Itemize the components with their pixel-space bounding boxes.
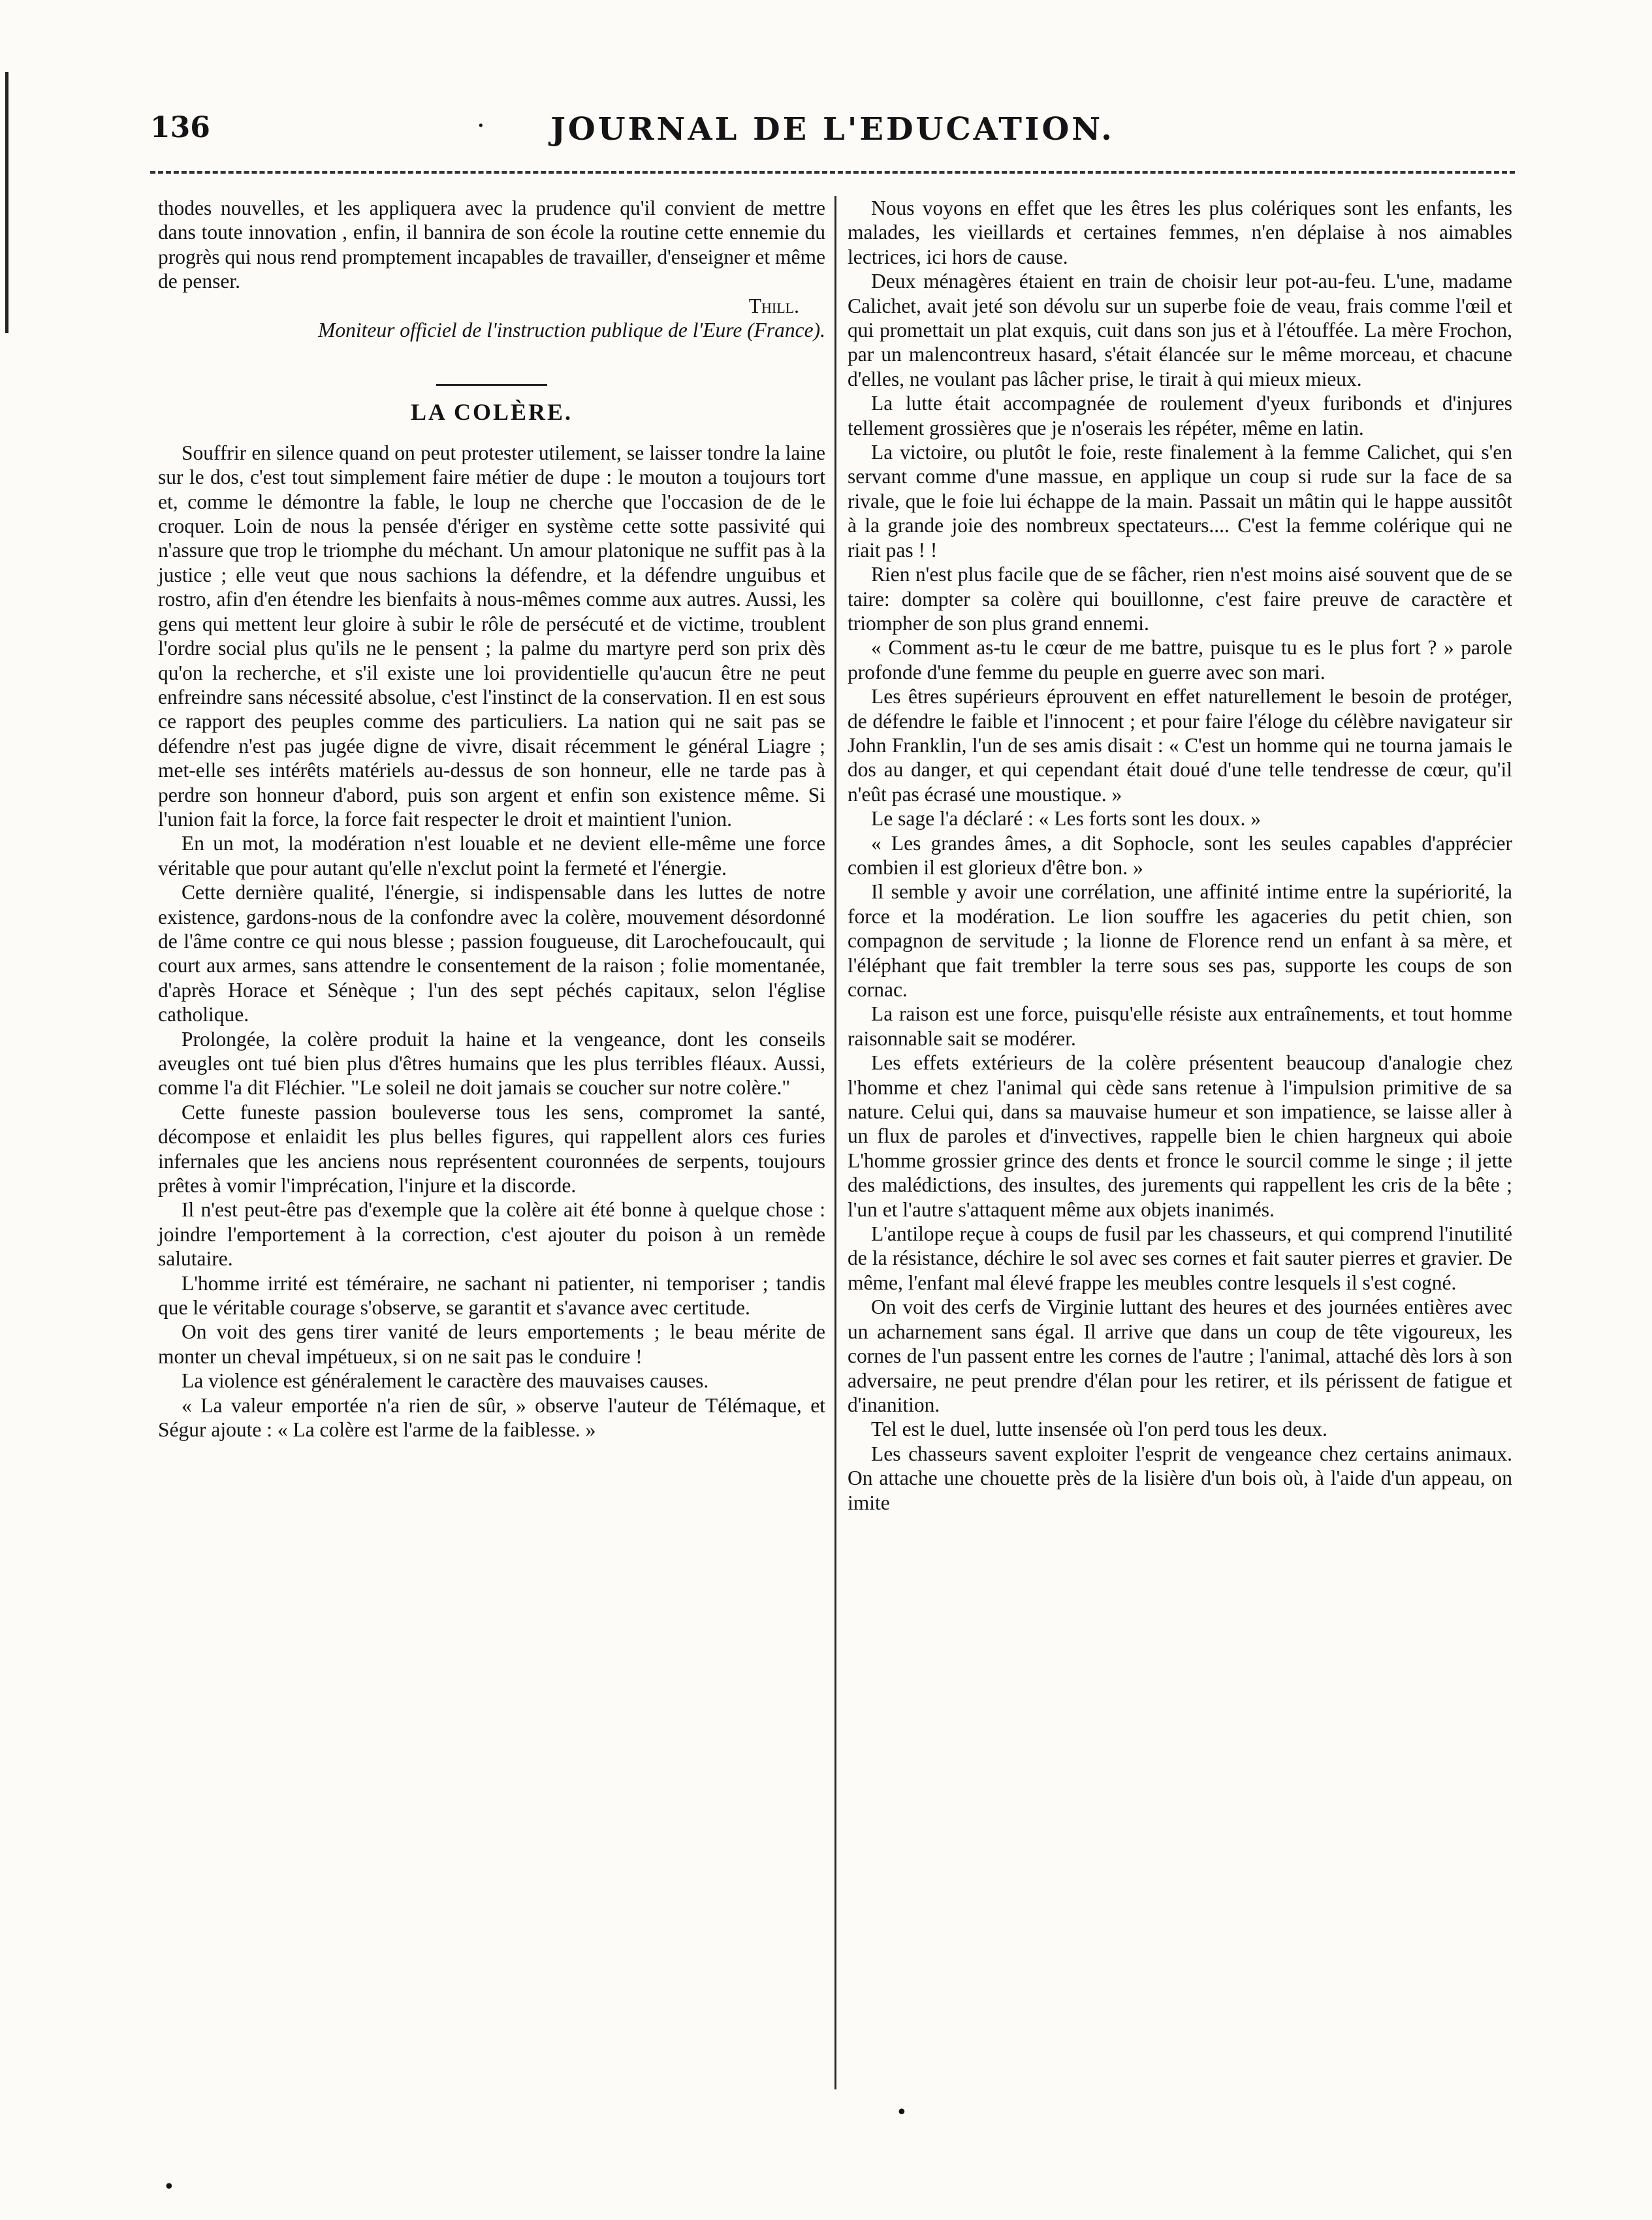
bottom-dot-mark: •: [896, 2101, 908, 2124]
paragraph: Les chasseurs savent exploiter l'esprit de vengeance chez certains animaux. On attache une chouette près de la lisière d'un bois où, à l'aide d'un appeau, on imite: [848, 1442, 1512, 1514]
paragraph: « Comment as-tu le cœur de me battre, puisque tu es le plus fort ? » parole profonde d'une femme du peuple en guerre avec son mari.: [848, 636, 1512, 684]
paragraph: Les effets extérieurs de la colère présentent beaucoup d'analogie chez l'homme et chez l'animal qui cède sans retenue à l'impulsion primitive de sa nature. Celui qui, dans sa mauvaise humeur et son impatience, se laisse aller à un flux de paroles et d'invectives, rappelle bien le chien hargneux qui aboie L'homme grossier grince des dents et fronce le sourcil comme le singe ; il jette des malédictions, des insultes, des jurements qui rappellent les cris de la bête ; l'un et l'autre s'attaquent même aux objets inanimés.: [848, 1051, 1512, 1221]
left-column: [158, 196, 825, 1442]
paragraph: La violence est généralement le caractère des mauvaises causes.: [182, 1369, 709, 1393]
paragraph: On voit des cerfs de Virginie luttant des heures et des journées entières avec un acharnement sans égal. Il arrive que dans un coup de tête vigoureux, les cornes de l'un passent entre les cornes de l'autre ; l'animal, attaché dès lors à son adversaire, ne peut prendre d'élan pour les retirer, et ils périssent de fatigue et d'inanition.: [848, 1295, 1512, 1416]
paragraph: Souffrir en silence quand on peut protester utilement, se laisser tondre la laine sur le dos, c'est tout simplement faire métier de dupe : le mouton a toujours tort et, comme le démontre la fable, le loup ne cherche que l'occasion de de le croquer. Loin de nous la pensée d'ériger en système cette sotte passivité qui n'assure que trop le triomphe du méchant. Un amour platonique ne suffit pas à la justice ; elle veut que nous sachions la défendre, et la défendre unguibus et rostro, afin d'en étendre les bienfaits à nous-mêmes comme aux autres. Aussi, les gens qui mettent leur gloire à subir le rôle de persécuté et de victime, troublent l'ordre social plus qu'ils ne le pensent ; la palme du martyre perd son prix dès qu'on la recherche, et s'il existe une loi providentielle qu'aucun être ne peut enfreindre sans nécessité absolue, c'est l'instinct de la conservation. Il en est sous ce rapport des peuples comme des particuliers. La nation qui ne sait pas se défendre n'est pas jugée digne de vivre, disait récemment le général Liagre ; met-elle ses intérêts matériels au-dessus de son honneur, elle ne tarde pas à perdre son honneur d'abord, puis son argent et enfin son existence même. Si l'union fait la force, la force fait respecter le droit et maintient l'union.: [158, 441, 825, 831]
author-signature: Thill.: [748, 294, 799, 317]
paragraph: Rien n'est plus facile que de se fâcher, rien n'est moins aisé souvent que de se taire: dompter sa colère qui bouillonne, c'est faire preuve de caractère et triompher de son plus grand ennemi.: [848, 563, 1512, 635]
column-divider: [834, 196, 836, 2089]
paragraph: On voit des gens tirer vanité de leurs emportements ; le beau mérite de monter un cheval impétueux, si on ne sait pas le conduire !: [158, 1320, 825, 1368]
source-citation: Moniteur officiel de l'instruction publique de l'Eure (France).: [318, 319, 825, 342]
paragraph: Les êtres supérieurs éprouvent en effet naturellement le besoin de protéger, de défendre le faible et l'innocent ; et pour faire l'éloge du célèbre navigateur sir John Franklin, l'un de ses amis disait : « C'est un homme qui ne tourna jamais le dos au danger, et qui cependant était doué d'une telle tendresse de cœur, qu'il n'eût pas écrasé une moustique. »: [848, 685, 1512, 806]
paragraph: Prolongée, la colère produit la haine et la vengeance, dont les conseils aveugles ont tué bien plus d'êtres humains que les plus terribles fléaux. Aussi, comme l'a dit Fléchier. "Le soleil ne doit jamais se coucher sur notre colère.": [158, 1027, 825, 1100]
right-column: [848, 196, 1512, 1515]
section-rule: [436, 384, 547, 386]
paragraph: Nous voyons en effet que les êtres les plus colériques sont les enfants, les malades, les vieillards et certaines femmes, n'en déplaise à nos aimables lectrices, ici hors de cause.: [848, 197, 1512, 268]
paragraph: Le sage l'a déclaré : « Les forts sont les doux. »: [871, 807, 1261, 831]
paragraph: Il n'est peut-être pas d'exemple que la colère ait été bonne à quelque chose : joindre l'emportement à la correction, c'est ajouter du poison à un remède salutaire.: [158, 1198, 825, 1271]
paragraph: La victoire, ou plutôt le foie, reste finalement à la femme Calichet, qui s'en servant comme d'une massue, en applique un coup si rude sur la face de sa rivale, que le foie lui échappe de la main. Passait un mâtin qui le happe aussitôt à la grande joie des nombreux spectateurs.... C'est la femme colérique qui ne riait pas ! !: [848, 441, 1512, 562]
page-number: 136: [150, 111, 210, 144]
paragraph: Deux ménagères étaient en train de choisir leur pot-au-feu. L'une, madame Calichet, avait jeté son dévolu sur un superbe foie de veau, frais comme l'œil et qui promettait un plat exquis, cuit dans son jus et à l'étouffée. La mère Frochon, par un malencontreux hasard, s'était élancée sur le même morceau, et chacune d'elles, ne voulant pas lâcher prise, le tirait à qui mieux mieux.: [848, 270, 1512, 390]
page-header: [150, 111, 1515, 163]
bottom-dot-mark: •: [163, 2176, 175, 2198]
header-rule: [150, 171, 1515, 174]
paragraph: L'antilope reçue à coups de fusil par les chasseurs, et qui comprend l'inutilité de la résistance, déchire le sol avec ses cornes et fait sauter pierres et gravier. De même, l'enfant mal élevé frappe les meubles contre lesquels il s'est cogné.: [848, 1222, 1512, 1294]
paragraph: La raison est une force, puisqu'elle résiste aux entraînements, et tout homme raisonnable sait se modérer.: [848, 1002, 1512, 1050]
paragraph: « Les grandes âmes, a dit Sophocle, sont les seules capables d'apprécier combien il est glorieux d'être bon. »: [848, 831, 1512, 879]
paragraph: Tel est le duel, lutte insensée où l'on perd tous les deux.: [871, 1418, 1327, 1441]
paragraph: La lutte était accompagnée de roulement d'yeux furibonds et d'injures tellement grossières que je n'oserais les répéter, même en latin.: [848, 392, 1512, 439]
page-edge-bar: [5, 72, 8, 333]
journal-title: JOURNAL DE L'EDUCATION.: [550, 111, 1115, 148]
paragraph: En un mot, la modération n'est louable et ne devient elle-même une force véritable que pour autant qu'elle n'exclut point la fermeté et l'énergie.: [158, 832, 825, 880]
paragraph: Il semble y avoir une corrélation, une affinité intime entre la supériorité, la force et la modération. Le lion souffre les agaceries du petit chien, son compagnon de servitude ; la lionne de Florence rend un enfant à sa mère, et l'éléphant que fait trembler la terre sous ses pas, supporte les coups de son cornac.: [848, 880, 1512, 1001]
paragraph: Cette funeste passion bouleverse tous les sens, compromet la santé, décompose et enlaidit les plus belles figures, qui rappellent alors ces furies infernales que les anciens nous représentent couronnées de serpents, toujours prêtes à vomir l'imprécation, l'injure et la discorde.: [158, 1100, 825, 1197]
section-title: LA COLÈRE.: [410, 399, 573, 426]
paragraph: L'homme irrité est téméraire, ne sachant ni patienter, ni temporiser ; tandis que le véritable courage s'observe, se garantit et s'avance avec certitude.: [158, 1271, 825, 1320]
header-dot: ·: [477, 111, 485, 141]
paragraph: Cette dernière qualité, l'énergie, si indispensable dans les luttes de notre existence, gardons-nous de la confondre avec la colère, mouvement désordonné de l'âme contre ce qui nous blesse ; passion fougueuse, dit Larochefoucault, qui court aux armes, sans attendre le consentement de la raison ; folie momentanée, d'après Horace et Sénèque ; l'un des sept péchés capitaux, selon l'église catholique.: [158, 881, 825, 1026]
paragraph: « La valeur emportée n'a rien de sûr, » observe l'auteur de Télémaque, et Ségur ajoute : « La colère est l'arme de la faiblesse. »: [158, 1393, 825, 1442]
intro-paragraph: thodes nouvelles, et les appliquera avec la prudence qu'il convient de mettre dans toute innovation , enfin, il bannira de son école la routine cette ennemie du progrès qui nous rend promptement incapables de travailler, d'enseigner et même de penser.: [158, 197, 825, 293]
